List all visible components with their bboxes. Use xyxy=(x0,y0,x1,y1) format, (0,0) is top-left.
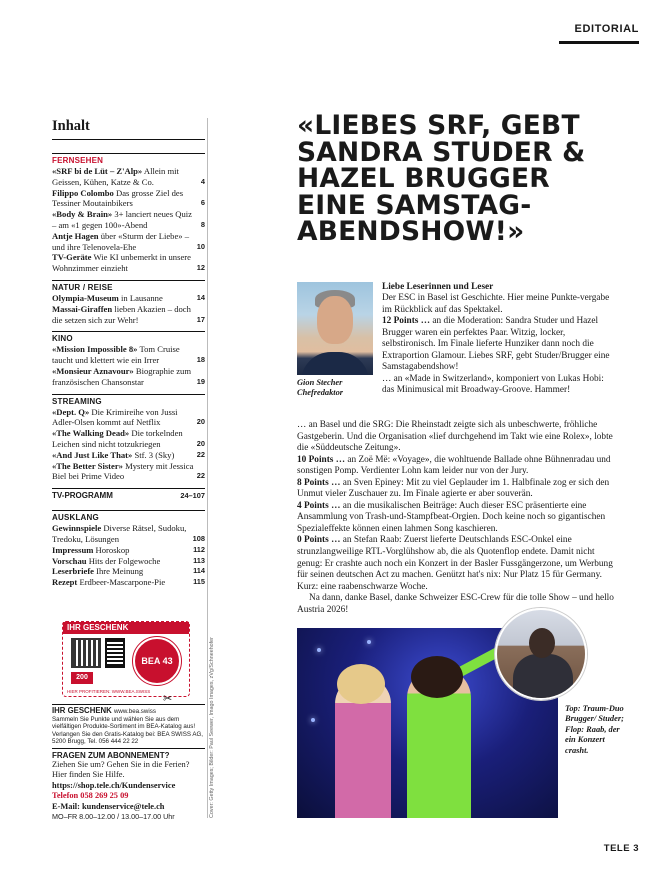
toc-item[interactable] xyxy=(52,450,205,461)
toc-item-page: 22 xyxy=(196,449,205,459)
page-folio: TELE 3 xyxy=(603,843,639,854)
points-4: 4 Points … xyxy=(297,500,341,511)
letter-p6 xyxy=(297,478,617,501)
toc-item-text xyxy=(52,344,197,366)
abo-intro: Ziehen Sie um? Gehen Sie in die Ferien? Hier finden Sie Hilfe. xyxy=(52,760,190,780)
toc-item-desc: in Lausanne xyxy=(118,292,163,303)
scissors-icon: ✂ xyxy=(163,693,173,705)
points-8: 8 Points … xyxy=(297,477,341,488)
toc-section xyxy=(52,394,205,483)
toc-item[interactable] xyxy=(52,545,205,556)
bea-badge: BEA 43 xyxy=(133,637,181,685)
toc-item-desc: Allein mit Geissen, Kühen, Katze & Co. xyxy=(52,166,179,187)
toc-item-desc: Diverse Rätsel, Sudoku, Tredoku, Lösungen xyxy=(52,523,187,544)
points-12: 12 Points … xyxy=(382,316,431,327)
toc-item-lead: Vorschau xyxy=(52,555,87,566)
toc-item[interactable] xyxy=(52,366,205,388)
toc-item-desc: Erdbeer-Mascarpone-Pie xyxy=(77,577,166,588)
letter-p8 xyxy=(297,535,617,593)
toc-item-desc: Mystery mit Jessica Biel bei Prime Video xyxy=(52,460,194,482)
abo-email[interactable]: E-Mail: kundenservice@tele.ch xyxy=(52,801,165,811)
toc-item-page: 115 xyxy=(193,577,205,587)
abo-heading: FRAGEN ZUM ABONNEMENT? xyxy=(52,748,205,760)
abo-phone[interactable]: Telefon 058 269 25 09 xyxy=(52,791,129,801)
tv-programm-label: TV-PROGRAMM xyxy=(52,491,113,501)
letter-p4: … an Basel und die SRG: Die Rheinstadt zeigte sich als unbeschwerte, fröhliche Gastgeberin. Und die Organisation «lief durchgehend im Takt wie eine Rolex», lobte die «Süddeutsche Zeitung». xyxy=(297,420,613,454)
toc-item-text xyxy=(52,407,197,429)
gift-band: IHR GESCHENK xyxy=(63,622,189,634)
letter-p1: Der ESC in Basel ist Geschichte. Hier meine Punkte-vergabe im Rückblick auf das Spektakel. xyxy=(382,293,610,315)
letter-greeting: Liebe Leserinnen und Leser xyxy=(382,282,494,292)
letter-column xyxy=(382,293,617,397)
toc-item-text xyxy=(52,252,197,274)
editor-name: Gion Stecher xyxy=(297,378,343,387)
toc-item-lead: Impressum xyxy=(52,544,94,555)
toc-item-desc: Wie KI unbemerkt in unsere Wohnzimmer einzieht xyxy=(52,252,191,274)
gift-info-site[interactable]: www.bea.swiss xyxy=(113,708,156,715)
toc-item-lead: «Mission Impossible 8» xyxy=(52,344,138,355)
gift-info-text: Sammeln Sie Punkte und wählen Sie aus dem vielfältigen Produkte-Sortiment im BEA-Katalog aus! Verlangen Sie den Gratis-Katalog bei: BEA SWISS AG, 5200 Brugg, Tel. 056 444 22 22 xyxy=(52,715,203,746)
toc-item-text xyxy=(52,209,201,231)
toc-item-text xyxy=(52,545,193,556)
editor-portrait xyxy=(297,282,373,375)
toc-item-lead: «Body & Brain» xyxy=(52,209,113,220)
toc-section xyxy=(52,280,205,325)
toc-item[interactable] xyxy=(52,577,205,588)
section-label: EDITORIAL xyxy=(574,23,639,35)
toc-item-page: 6 xyxy=(200,198,205,208)
letter-p5-text: an Zoë Më: «Voyage», die wohltuende Ballade ohne Bühnenradau und sonstigen Pomp. Verdienter Lohn kam leider nur von der Jury. xyxy=(297,454,611,477)
editor-role: Chefredaktor xyxy=(297,388,344,398)
toc-item-page: 108 xyxy=(192,533,205,543)
toc-item-page: 112 xyxy=(193,544,205,554)
subscription-box xyxy=(52,748,205,822)
toc-item-desc: Die Krimireihe von Jussi Adler-Olsen kommt auf Netflix xyxy=(52,406,178,428)
header-rule xyxy=(559,41,639,44)
toc-item[interactable] xyxy=(52,344,205,366)
toc-item-lead: «Dept. Q» xyxy=(52,406,90,417)
toc-item-desc: 3+ lanciert neues Quiz – am «1 gegen 100»-Abend xyxy=(52,209,192,230)
toc-item-lead: «The Better Sister» xyxy=(52,460,123,471)
toc-item-desc: über «Sturm der Liebe» – und ihre Telenovela-Ehe xyxy=(52,230,189,252)
toc-item-text xyxy=(52,166,201,188)
tv-programm-page: 24–107 xyxy=(180,491,205,501)
toc-item-text xyxy=(52,231,197,253)
toc-item-text xyxy=(52,523,193,545)
toc-item[interactable] xyxy=(52,209,205,231)
toc-item-text xyxy=(52,577,193,588)
section-heading: STREAMING xyxy=(52,394,205,406)
section-heading: AUSKLANG xyxy=(52,510,205,522)
toc-item-text xyxy=(52,461,197,483)
gift-info xyxy=(52,704,205,746)
toc-item-lead: Gewinnspiele xyxy=(52,523,102,534)
toc-item[interactable] xyxy=(52,231,205,253)
toc-item-page: 10 xyxy=(196,241,205,251)
barcode-icon xyxy=(105,638,125,668)
toc-item[interactable] xyxy=(52,188,205,210)
letter-p7-text: an die musikalischen Beiträge: Auch dieser ESC präsentierte eine Ansammlung von Trash-und-Stampfbeat-Orgien. Doch keine noch so gigantischen Spezialeffekte können einen lahmen Song kaschieren. xyxy=(297,500,606,534)
letter-p2-text: an die Moderation: Sandra Studer und Hazel Brugger waren ein perfektes Paar. Witzig, locker, selbstironisch. Im Finale lieferte Hunziker dann noch die Extraportion Glamour. Liebes SRF, gebt Studer/Brugger eine Samstagabendshow! xyxy=(382,316,610,373)
letter-wide xyxy=(297,420,617,616)
toc-item[interactable] xyxy=(52,293,205,304)
toc-item-text xyxy=(52,188,201,210)
gift-footer: HIER PROFITIEREN: WWW.BEA.SWISS xyxy=(67,689,151,694)
image-credit: Cover: Getty Images; Bilder: Paul Seewer, Imago Images, zVg/Schneehofer xyxy=(209,637,215,818)
toc-item-lead: Massai-Giraffen xyxy=(52,303,113,314)
toc-item-desc: Das grosse Ziel des Tessiner Moutainbikers xyxy=(52,187,184,209)
toc-item-desc: Stf. 3 (Sky) xyxy=(132,449,175,460)
toc-item-desc: Biographie zum französischen Chansonstar xyxy=(52,365,192,387)
toc-section xyxy=(52,153,205,274)
toc-item[interactable] xyxy=(52,461,205,483)
toc-section-ausklang xyxy=(52,510,205,588)
editor-caption xyxy=(297,378,375,399)
toc-item-lead: TV-Geräte xyxy=(52,252,92,263)
toc-item[interactable] xyxy=(52,428,205,450)
column-divider xyxy=(207,118,208,818)
toc-sections xyxy=(52,153,205,482)
toc-title: Inhalt xyxy=(52,118,205,140)
toc-item-desc: Die torkelnden Leichen sind nicht totzukriegen xyxy=(52,428,183,449)
abo-url[interactable]: https://shop.tele.ch/Kundenservice xyxy=(52,780,176,790)
toc-item-page: 17 xyxy=(196,314,205,324)
toc-tv-programm[interactable] xyxy=(52,488,205,500)
letter-p8-text: an Stefan Raab: Zuerst lieferte Deutschlands ESC-Onkel eine strunzlangweilige RTL-Vorglühshow ab, die als Quotenflop endete. Damit nicht genug: Er crashte auch noch ein Konzert in der Basler Fussgängerzone, um Werbung für seinen deutschen Act zu machen. Genützt hat's nix: Nur Platz 15 für Germany. Kurz: eine raabenschwarze Woche. xyxy=(297,535,613,592)
section-heading: FERNSEHEN xyxy=(52,153,205,165)
table-of-contents xyxy=(52,118,205,594)
points-10: 10 Points … xyxy=(297,454,346,465)
toc-item-desc: lieben Akazien – doch die setzen sich zur Wehr! xyxy=(52,303,191,325)
toc-item[interactable] xyxy=(52,304,205,326)
toc-section xyxy=(52,331,205,387)
letter-p2 xyxy=(382,316,617,374)
toc-item-desc: Horoskop xyxy=(93,544,130,555)
toc-item-page: 20 xyxy=(196,417,205,427)
toc-item-page: 8 xyxy=(200,219,205,229)
toc-item-lead: Olympia-Museum xyxy=(52,292,119,303)
toc-item[interactable] xyxy=(52,252,205,274)
toc-item-text xyxy=(52,556,193,567)
letter-p7 xyxy=(297,501,617,536)
toc-item-text xyxy=(52,428,197,450)
qr-code-icon xyxy=(71,638,101,668)
toc-item[interactable] xyxy=(52,566,205,577)
toc-item[interactable] xyxy=(52,407,205,429)
letter-p3: … an «Made in Switzerland», komponiert von Lukas Hobi: das Minimusical mit Broadway-Groove. Hammer! xyxy=(382,373,604,396)
toc-item-lead: «The Walking Dead» xyxy=(52,428,130,439)
gift-info-title: IHR GESCHENK xyxy=(52,706,112,715)
toc-item-page: 4 xyxy=(200,176,205,186)
gift-coupon[interactable] xyxy=(62,621,190,697)
toc-item-lead: «SRF bi de Lüt – Z'Alp» xyxy=(52,166,143,176)
points-0: 0 Points … xyxy=(297,535,341,546)
photo-caption: Top: Traum-Duo Brugger/ Studer; Flop: Raab, der ein Konzert crasht. xyxy=(565,704,624,755)
toc-item-page: 18 xyxy=(196,355,205,365)
toc-item-page: 22 xyxy=(196,471,205,481)
toc-item-text xyxy=(52,566,193,577)
gift-amount: 200 xyxy=(71,672,93,684)
toc-item-desc: Tom Cruise taucht und klettert wie ein Irrer xyxy=(52,344,180,366)
toc-item-lead: Antje Hagen xyxy=(52,230,99,241)
toc-item-page: 14 xyxy=(196,292,205,302)
toc-item[interactable] xyxy=(52,166,205,188)
toc-item-page: 113 xyxy=(193,555,205,565)
toc-item-lead: «And Just Like That» xyxy=(52,449,133,460)
section-heading: NATUR / REISE xyxy=(52,280,205,292)
raab-inset-photo xyxy=(495,608,587,700)
toc-item-lead: «Monsieur Aznavour» xyxy=(52,365,134,376)
toc-item[interactable] xyxy=(52,523,205,545)
section-heading: KINO xyxy=(52,331,205,343)
toc-item-page: 12 xyxy=(196,263,205,273)
abo-hours: MO–FR 8.00–12.00 / 13.00–17.00 Uhr xyxy=(52,812,175,822)
letter-p9: Na dann, danke Basel, danke Schweizer ESC-Crew für die tolle Show – und hello Austria 2026! xyxy=(297,593,614,615)
toc-item-lead: Leserbriefe xyxy=(52,566,94,577)
page-headline: «LIEBES SRF, GEBT SANDRA STUDER & HAZEL BRUGGER EINE SAMSTAG-ABENDSHOW!» xyxy=(297,110,586,247)
toc-item-text xyxy=(52,450,197,461)
toc-item-lead: Filippo Colombo xyxy=(52,187,114,198)
toc-item-desc: Hits der Folgewoche xyxy=(86,555,161,566)
letter-p5 xyxy=(297,455,617,478)
toc-item-lead: Rezept xyxy=(52,577,78,588)
toc-item-page: 20 xyxy=(196,438,205,448)
toc-item-text xyxy=(52,366,197,388)
gift-info-heading xyxy=(52,704,205,716)
toc-item-text xyxy=(52,304,197,326)
toc-item-desc: Ihre Meinung xyxy=(94,566,144,577)
letter-p6-text: an Sven Epiney: Mit zu viel Geplauder im 1. Halbfinale zog er sich den Unmut vieler Zuschauer zu. Im Finale agierte er aber souverän. xyxy=(297,477,610,500)
toc-item-page: 19 xyxy=(196,376,205,386)
toc-item-page: 114 xyxy=(193,566,205,576)
toc-item-text xyxy=(52,293,197,304)
toc-item[interactable] xyxy=(52,556,205,567)
